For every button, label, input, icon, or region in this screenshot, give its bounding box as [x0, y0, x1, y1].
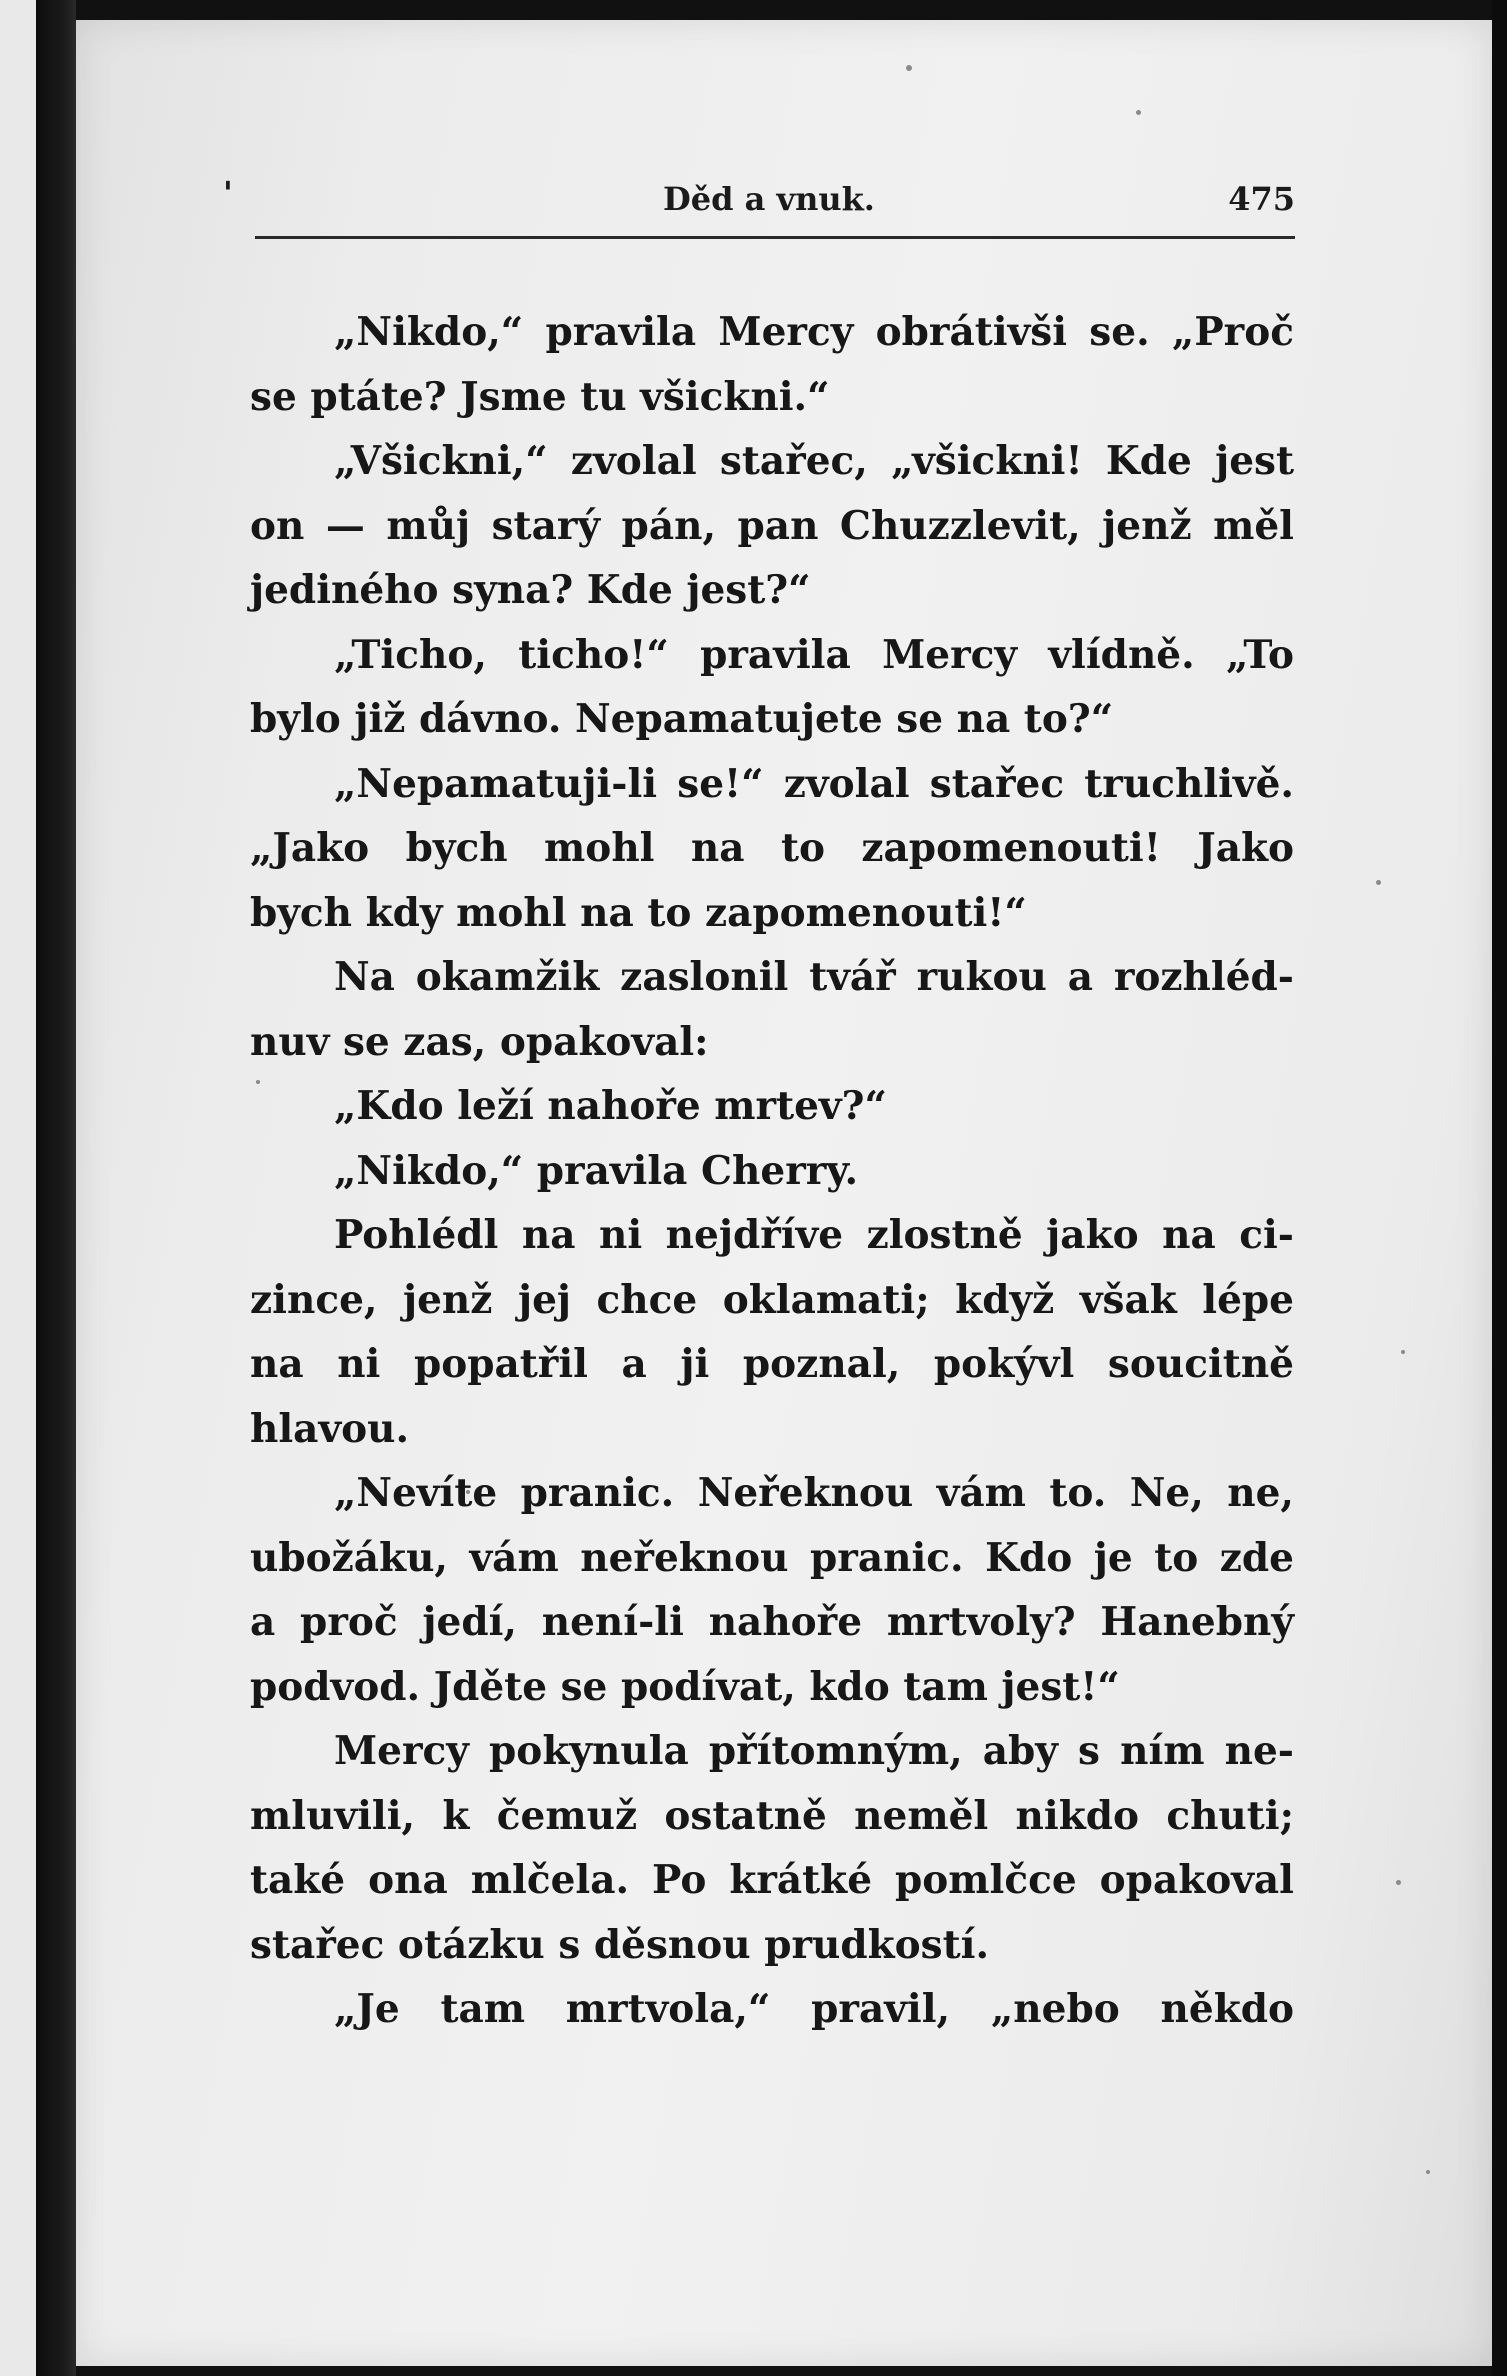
- text-line: „Je tam mrtvola,“ pravil, „nebo někdo: [334, 1986, 1294, 2032]
- book-gutter: [36, 0, 76, 2376]
- text-line: mluvili, k čemuž ostatně neměl nikdo chuti;: [250, 1792, 1294, 1839]
- running-title: Děd a vnuk.: [663, 180, 875, 218]
- scan-border: [1492, 0, 1507, 2376]
- running-header: [183, 172, 1295, 236]
- paper-speck: [906, 65, 912, 71]
- paper-speck: [1396, 1880, 1401, 1885]
- text-line: bylo již dávno. Nepamatujete se na to?“: [250, 696, 1114, 742]
- page-number: 475: [1228, 180, 1295, 218]
- text-line: Mercy pokynula přítomným, aby s ním ne-: [334, 1728, 1294, 1774]
- text-line: bych kdy mohl na to zapomenouti!“: [250, 889, 1027, 936]
- text-line: „Ticho, ticho!“ pravila Mercy vlídně. „To: [334, 631, 1294, 678]
- paper-speck: [1426, 2170, 1430, 2174]
- adjacent-page-edge: [0, 0, 38, 2376]
- text-line: „Jako bych mohl na to zapomenouti! Jako: [250, 825, 1294, 871]
- text-line: nuv se zas, opakoval:: [250, 1018, 709, 1065]
- text-line: zince, jenž jej chce oklamati; když však lépe: [250, 1276, 1294, 1323]
- text-line: „Nepamatuji-li se!“ zvolal stařec truchlivě.: [334, 760, 1294, 807]
- text-line: ubožáku, vám neřeknou pranic. Kdo je to zde: [250, 1534, 1294, 1581]
- text-line: „Všickni,“ zvolal stařec, „všickni! Kde jest: [334, 438, 1294, 484]
- text-line: „Nikdo,“ pravila Cherry.: [334, 1147, 859, 1194]
- header-rule: [255, 236, 1295, 239]
- text-line: hlavou.: [250, 1405, 410, 1452]
- text-line: na ni popatřil a ji poznal, pokývl soucitně: [250, 1341, 1294, 1387]
- text-line: a proč jedí, není-li nahoře mrtvoly? Hanebný: [250, 1599, 1294, 1645]
- text-line: Na okamžik zaslonil tvář rukou a rozhléd-: [334, 954, 1294, 1000]
- header-mark: ': [223, 174, 233, 212]
- text-line: on — můj starý pán, pan Chuzzlevit, jenž měl: [250, 502, 1294, 549]
- text-line: také ona mlčela. Po krátké pomlčce opakoval: [250, 1857, 1294, 1903]
- paper-speck: [1401, 1350, 1405, 1354]
- body-text: [250, 300, 1294, 2042]
- text-line: „Nikdo,“ pravila Mercy obrátivši se. „Proč: [334, 309, 1294, 355]
- paper-speck: [1376, 880, 1381, 885]
- text-line: jediného syna? Kde jest?“: [250, 567, 811, 613]
- text-line: podvod. Jděte se podívat, kdo tam jest!“: [250, 1663, 1120, 1710]
- text-line: stařec otázku s děsnou prudkostí.: [250, 1921, 990, 1968]
- text-line: „Kdo leží nahoře mrtev?“: [334, 1083, 887, 1129]
- text-line: se ptáte? Jsme tu všickni.“: [250, 373, 830, 420]
- paper-speck: [1136, 110, 1141, 115]
- text-line: „Nevíte pranic. Neřeknou vám to. Ne, ne,: [334, 1470, 1294, 1516]
- text-line: Pohlédl na ni nejdříve zlostně jako na ci-: [334, 1212, 1294, 1258]
